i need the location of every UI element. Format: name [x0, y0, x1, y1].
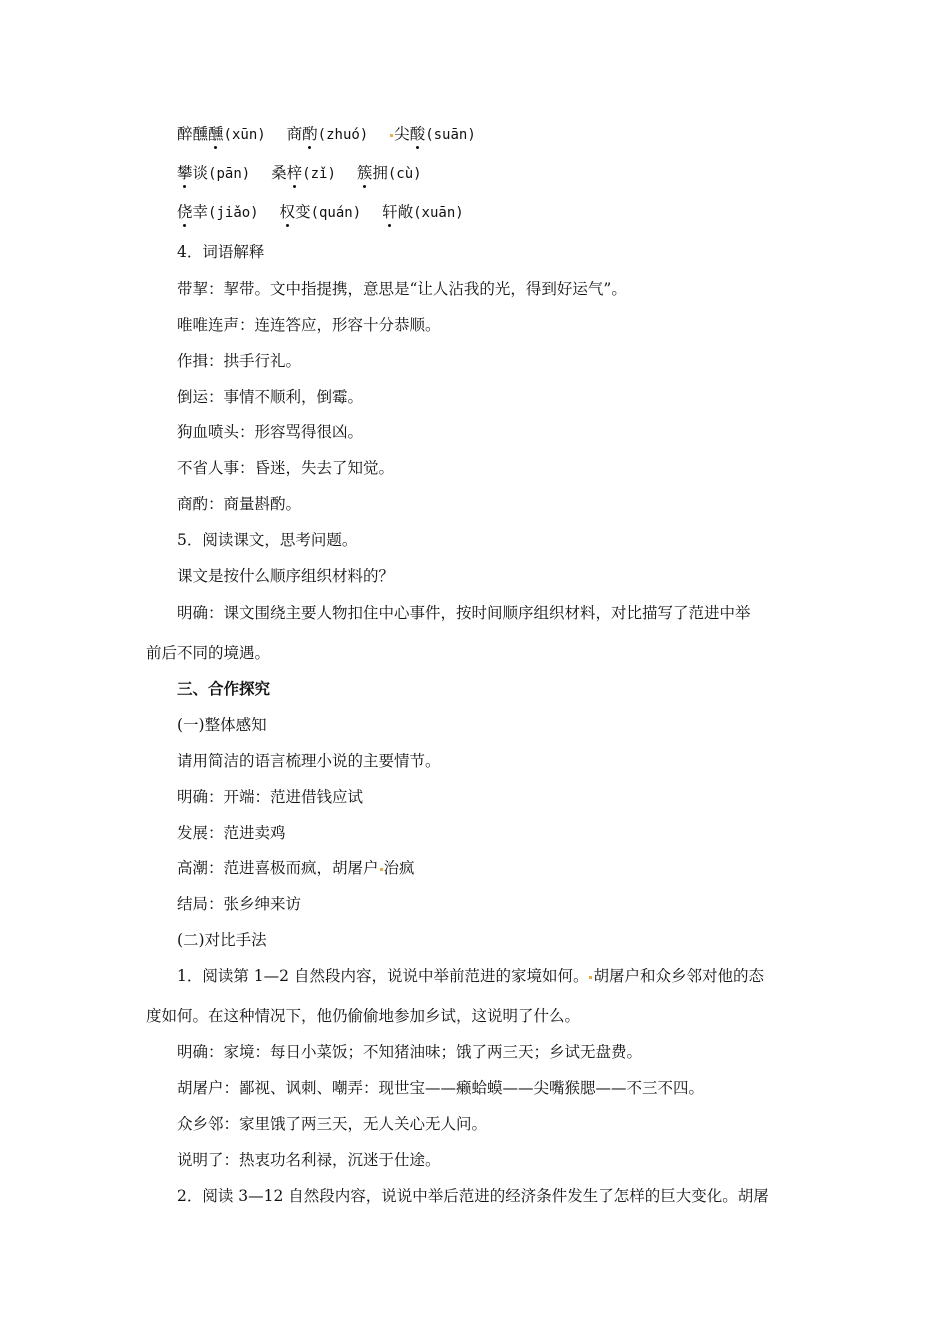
task-line: 请用简洁的语言梳理小说的主要情节。	[177, 752, 441, 770]
word-entry: 侥幸(jiǎo)	[177, 203, 259, 221]
annotation-mark	[589, 976, 592, 979]
definition-line: 不省人事：昏迷，失去了知觉。	[177, 459, 395, 477]
plot-line: 高潮：范进喜极而疯，胡屠户 治疯	[177, 859, 415, 877]
word-entry: 权变(quán)	[279, 203, 362, 221]
plot-line: 结局：张乡绅来访	[177, 895, 302, 913]
reading-question: 课文是按什么顺序组织材料的？	[177, 567, 395, 585]
word-entry: 攀谈(pān)	[177, 164, 251, 182]
answer-line: 胡屠户：鄙视、讽刺、嘲弄：现世宝——癞蛤蟆——尖嘴猴腮——不三不四。	[177, 1079, 705, 1097]
vocab-heading: 4．词语解释	[177, 243, 265, 261]
annotation-mark	[380, 868, 383, 871]
plot-line: 明确：开端：范进借钱应试	[177, 788, 364, 806]
word-entry: 桑梓(zǐ)	[271, 164, 336, 182]
subsection-heading: (一)整体感知	[177, 716, 267, 734]
word-entry: 轩敞(xuān)	[382, 203, 464, 221]
reading-answer: 明确：课文围绕主要人物扣住中心事件，按时间顺序组织材料，对比描写了范进中举	[177, 604, 751, 622]
word-entry: 商酌(zhuó)	[286, 125, 369, 143]
word-entry: 尖酸(suān)	[389, 125, 476, 143]
definition-line: 唯唯连声：连连答应，形容十分恭顺。	[177, 316, 441, 334]
reading-heading: 5．阅读课文，思考问题。	[177, 531, 358, 549]
question-line: 2．阅读 3—12 自然段内容，说说中举后范进的经济条件发生了怎样的巨大变化。胡屠	[177, 1187, 769, 1205]
definition-line: 作揖：拱手行礼。	[177, 352, 302, 370]
pronunciation-row-1	[177, 124, 820, 145]
definition-line: 带挈：挈带。文中指提携，意思是“让人沾我的光，得到好运气”。	[177, 280, 627, 298]
plot-line: 发展：范进卖鸡	[177, 824, 286, 842]
answer-line: 明确：家境：每日小菜饭；不知猪油味；饿了两三天；乡试无盘费。	[177, 1043, 643, 1061]
definition-line: 商酌：商量斟酌。	[177, 495, 302, 513]
section-heading: 三、合作探究	[177, 679, 271, 698]
definition-line: 狗血喷头：形容骂得很凶。	[177, 423, 364, 441]
reading-answer-cont: 前后不同的境遇。	[146, 644, 271, 662]
question-line-cont: 度如何。在这种情况下，他仍偷偷地参加乡试，这说明了什么。	[146, 1007, 581, 1025]
pronunciation-row-3	[177, 202, 820, 223]
pronunciation-row-2	[177, 163, 820, 184]
word-entry: 醉醺醺(xūn)	[177, 125, 266, 143]
answer-line: 众乡邻：家里饿了两三天，无人关心无人问。	[177, 1115, 488, 1133]
question-line: 1．阅读第 1—2 自然段内容，说说中举前范进的家境如何。 胡屠户和众乡邻对他的态	[177, 967, 764, 985]
word-entry: 簇拥(cù)	[356, 164, 422, 182]
answer-line: 说明了：热衷功名利禄，沉迷于仕途。	[177, 1151, 441, 1169]
definition-line: 倒运：事情不顺利，倒霉。	[177, 388, 364, 406]
annotation-mark	[390, 134, 393, 137]
subsection-heading: (二)对比手法	[177, 931, 267, 949]
